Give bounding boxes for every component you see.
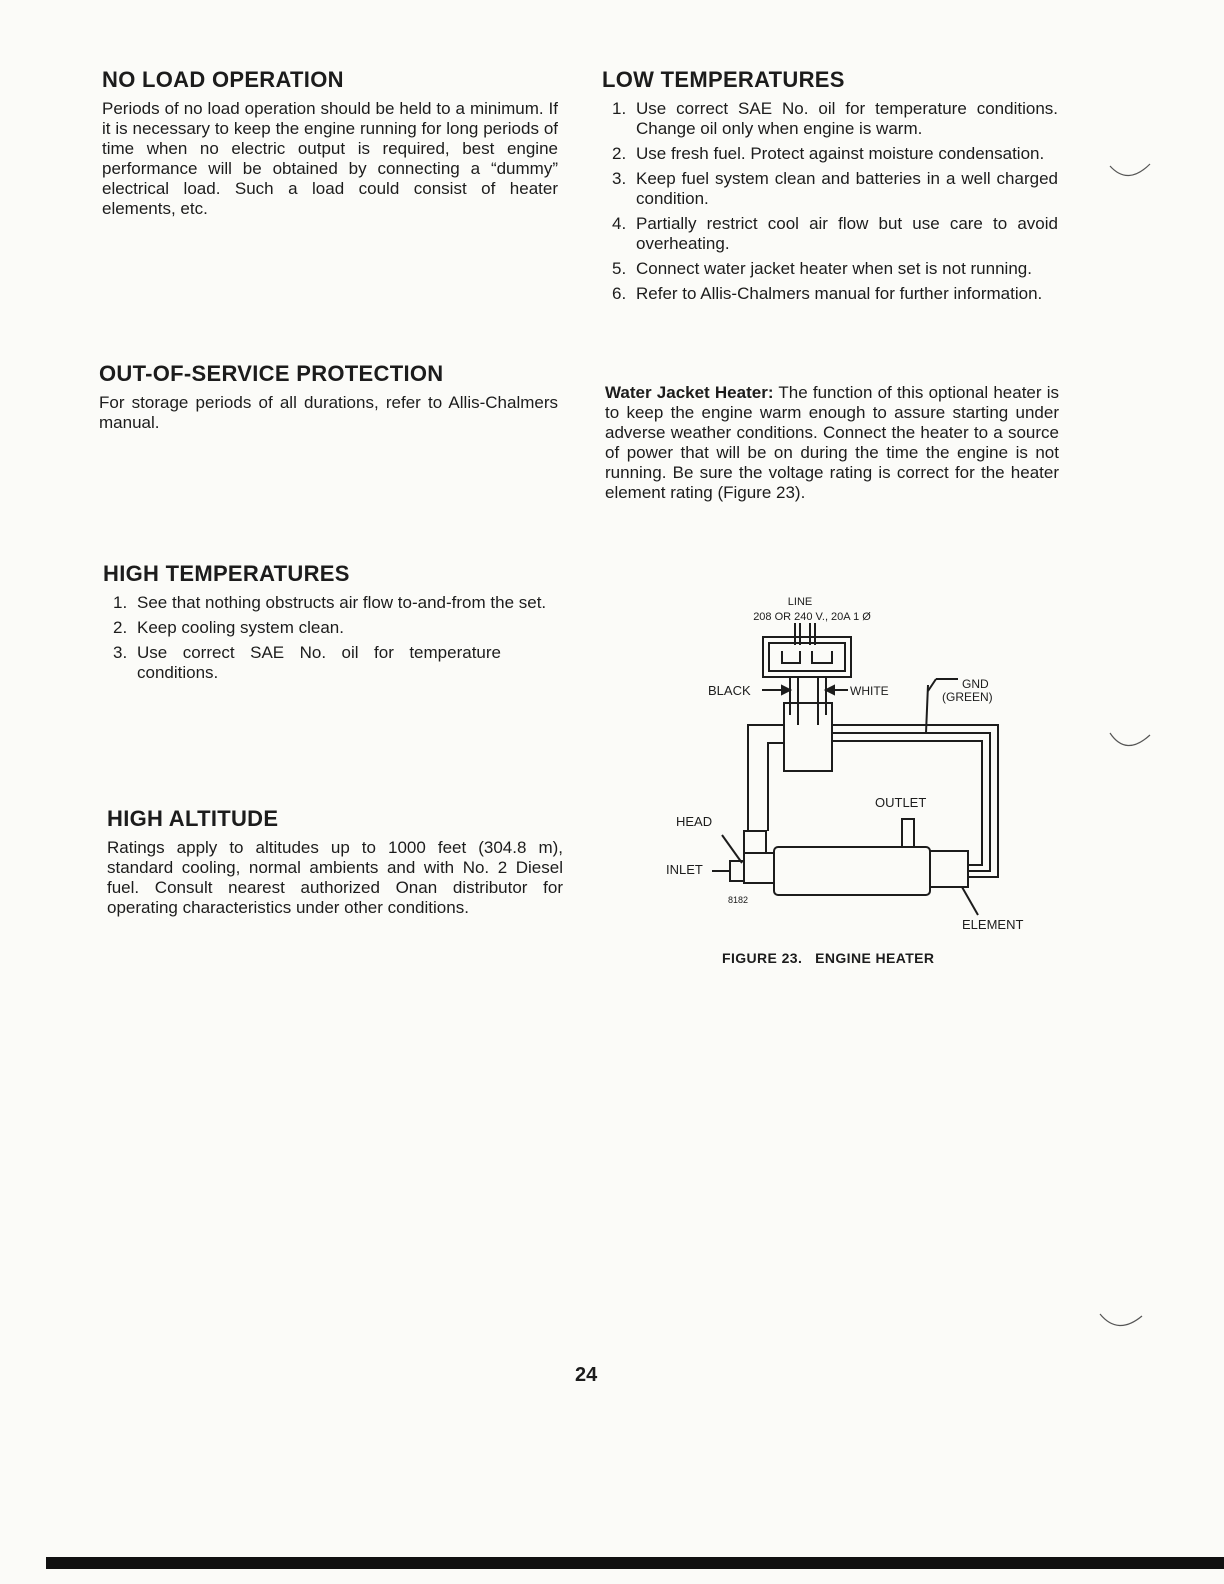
label-line: LINE — [787, 596, 813, 608]
label-part-number: 8182 — [728, 895, 749, 905]
water-jacket-body: The function of this optional heater is to keep the engine warm enough to assure starting under adverse weather conditions. Connect the heater to a source of power that will be on during the time the engine is not running. Be sure the voltage rating is correct for the heater element rating (Figure 23). — [605, 383, 1059, 502]
heater-head-body — [744, 853, 774, 883]
paragraph-high-altitude: Ratings apply to altitudes up to 1000 feet (304.8 m), standard cooling, normal ambients and with No. 2 Diesel fuel. Consult nearest authorized Onan distributor for operating characteristics under other conditions. — [107, 838, 563, 917]
list-low-temperatures — [602, 99, 1058, 304]
list-item: 2. Use fresh fuel. Protect against moisture condensation. — [612, 144, 1045, 163]
list-item: 5. Connect water jacket heater when set is not running. — [612, 259, 1032, 278]
section-water-jacket-heater — [605, 383, 1059, 503]
gnd-leader-bend — [928, 679, 936, 691]
list-item: 3. Use correct SAE No. oil for temperature conditions. — [113, 643, 501, 682]
label-white: WHITE — [850, 684, 889, 698]
figure-caption: FIGURE 23. ENGINE HEATER — [722, 950, 935, 966]
head-pointer — [722, 835, 742, 863]
heading-high-altitude: HIGH ALTITUDE — [107, 806, 279, 831]
head-wire — [748, 725, 784, 831]
list-item: 4. Partially restrict cool air flow but use care to avoid overheating. — [612, 214, 1058, 253]
heater-element — [930, 851, 968, 887]
switch-box — [784, 703, 832, 771]
label-head: HEAD — [676, 814, 713, 829]
element-pointer — [962, 887, 978, 915]
white-arrowhead — [826, 686, 834, 694]
list-item: 1. See that nothing obstructs air flow to-and-from the set. — [113, 593, 547, 612]
heading-no-load-operation: NO LOAD OPERATION — [102, 67, 344, 92]
section-low-temperatures — [602, 67, 1058, 309]
section-high-altitude — [107, 806, 563, 918]
heater-outlet — [902, 819, 914, 847]
label-outlet: OUTLET — [875, 795, 927, 810]
page-number: 24 — [575, 1364, 598, 1386]
paragraph-no-load-operation: Periods of no load operation should be held to a minimum. If it is necessary to keep the engine running for long periods of time when no electric output is required, best engine performance will be obtained by connecting a “dummy” electrical load. Such a load could consist of heater elements, etc. — [102, 99, 558, 218]
heading-high-temperatures: HIGH TEMPERATURES — [103, 561, 350, 586]
list-item: 2. Keep cooling system clean. — [113, 618, 344, 637]
list-item: 1. Use correct SAE No. oil for temperature conditions. Change oil only when engine is warm. — [612, 99, 1058, 138]
black-arrowhead — [782, 686, 790, 694]
heater-head — [744, 831, 766, 853]
head-wire-inner — [768, 743, 784, 831]
label-voltage: 208 OR 240 V., 20A 1 Ø — [753, 611, 871, 623]
junction-box-inner — [769, 643, 845, 671]
section-out-of-service-protection — [99, 361, 558, 433]
margin-mark — [1106, 705, 1156, 755]
label-gnd: GND — [962, 677, 989, 691]
section-no-load-operation — [102, 67, 558, 219]
list-item: 6. Refer to Allis-Chalmers manual for further information. — [612, 284, 1043, 303]
heater-inlet — [730, 861, 744, 881]
terminal-left — [782, 651, 800, 663]
paragraph-water-jacket-heater — [605, 383, 1059, 503]
margin-mark — [1098, 1300, 1148, 1340]
label-black: BLACK — [708, 683, 751, 698]
engine-heater-diagram — [650, 585, 1050, 945]
label-green: (GREEN) — [942, 690, 993, 704]
page-bottom-border — [46, 1557, 1224, 1569]
label-element: ELEMENT — [962, 917, 1024, 932]
terminal-right — [812, 651, 832, 663]
heading-low-temperatures: LOW TEMPERATURES — [602, 67, 845, 92]
list-item: 3. Keep fuel system clean and batteries in a well charged condition. — [612, 169, 1058, 208]
list-high-temperatures — [103, 593, 561, 683]
heater-tank — [774, 847, 930, 895]
water-jacket-lead: Water Jacket Heater: — [605, 383, 774, 402]
heading-out-of-service-protection: OUT-OF-SERVICE PROTECTION — [99, 361, 444, 386]
section-high-temperatures — [103, 561, 561, 688]
label-inlet: INLET — [666, 862, 703, 877]
margin-mark — [1108, 150, 1158, 190]
paragraph-out-of-service-protection: For storage periods of all durations, refer to Allis-Chalmers manual. — [99, 393, 558, 432]
